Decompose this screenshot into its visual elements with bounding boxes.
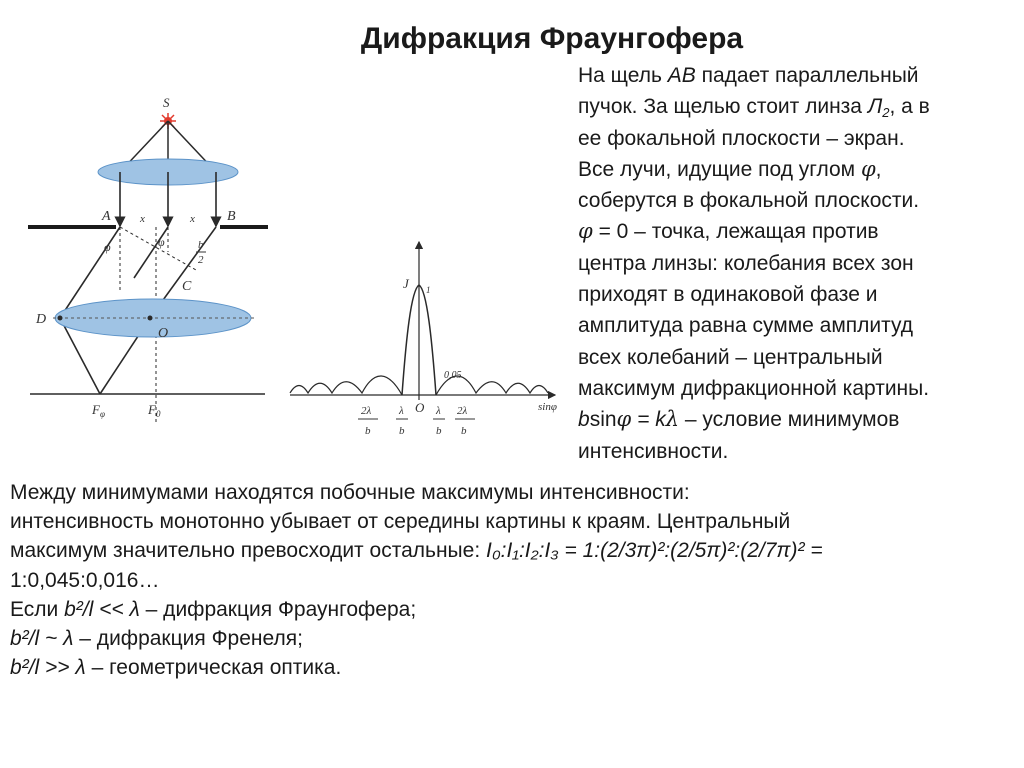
bottom-line-1: Между минимумами находятся побочные максимумы интенсивности: — [10, 481, 690, 504]
label-origin: O — [415, 400, 425, 415]
bottom-line-4: 1:0,045:0,016… — [10, 568, 160, 592]
label-point-a: A — [102, 209, 111, 224]
label-axis: sinφ — [538, 401, 557, 413]
right-line-8: приходят в одинаковой фазе и — [578, 283, 878, 307]
label-half-b-num: b — [198, 239, 204, 251]
right-line-13: интенсивности. — [578, 439, 729, 463]
label-j-value: 1 — [426, 285, 431, 295]
tick-neg-2lambda-num: 2λ — [361, 405, 372, 417]
point-o — [148, 316, 153, 321]
label-x-left: x — [140, 213, 145, 225]
tick-neg-2lambda-den: b — [365, 425, 371, 437]
tick-neg-lambda-den: b — [399, 425, 405, 437]
bottom-line-7: b²/l >> λ – геометрическая оптика. — [10, 656, 342, 680]
right-line-3: ее фокальной плоскости – экран. — [578, 126, 905, 150]
right-line-5: соберутся в фокальной плоскости. — [578, 189, 920, 213]
right-paragraph — [578, 60, 1008, 467]
label-point-d: D — [36, 312, 47, 327]
bottom-line-3: максимум значительно превосходит остальные: I₀:I₁:I₂:I₃ = 1:(2/3π)²:(2/5π)²:(2/7π)² = — [10, 539, 823, 563]
label-f-phi: $F_\varphi$ — [92, 402, 105, 419]
label-source: S — [163, 95, 170, 110]
label-x-right: x — [190, 213, 195, 225]
tick-pos-2lambda-den: b — [461, 425, 467, 437]
label-j: J — [403, 276, 409, 291]
right-line-6: φ = 0 – точка, лежащая против — [578, 219, 879, 244]
tick-pos-lambda-den: b — [436, 425, 442, 437]
bottom-paragraph — [10, 478, 1010, 682]
right-line-12: bsinφ = kλ – условие минимумов — [578, 407, 900, 432]
bottom-line-2: интенсивность монотонно убывает от середины картины к краям. Центральный — [10, 510, 791, 534]
intensity-pattern — [290, 242, 557, 437]
label-side-value: 0,05 — [444, 370, 462, 381]
point-d — [58, 316, 63, 321]
bottom-line-6: b²/l ~ λ – дифракция Френеля; — [10, 627, 303, 651]
label-phi-1: φ — [104, 240, 111, 254]
right-line-10: всех колебаний – центральный — [578, 345, 883, 369]
right-line-7: центра линзы: колебания всех зон — [578, 251, 914, 275]
slide-title-text: Дифракция Фраунгофера — [360, 22, 744, 55]
intensity-ratio-formula: I₀:I₁:I₂:I₃ = 1:(2/3π)²:(2/5π)²:(2/7π)² = — [486, 539, 823, 563]
right-line-4: Все лучи, идущие под углом φ, — [578, 156, 882, 181]
label-point-b: B — [227, 209, 236, 224]
label-point-o: O — [158, 326, 169, 341]
label-point-c: C — [182, 279, 192, 294]
tick-neg-lambda-num: λ — [399, 405, 404, 417]
right-line-9: амплитуда равна сумме амплитуд — [578, 314, 914, 338]
tick-pos-lambda-num: λ — [436, 405, 441, 417]
label-phi-2: φ — [158, 235, 165, 249]
right-line-2: пучок. За щелью стоит линза $Л_2$, а в — [578, 95, 930, 121]
right-line-1: На щель AB падает параллельный — [578, 64, 919, 87]
label-f-zero: $F_0$ — [148, 402, 161, 419]
bottom-line-5: Если b²/l << λ – дифракция Фраунгофера; — [10, 597, 417, 621]
right-line-11: максимум дифракционной картины. — [578, 376, 930, 400]
tick-pos-2lambda-num: 2λ — [457, 405, 468, 417]
label-half-b-den: 2 — [198, 254, 204, 266]
